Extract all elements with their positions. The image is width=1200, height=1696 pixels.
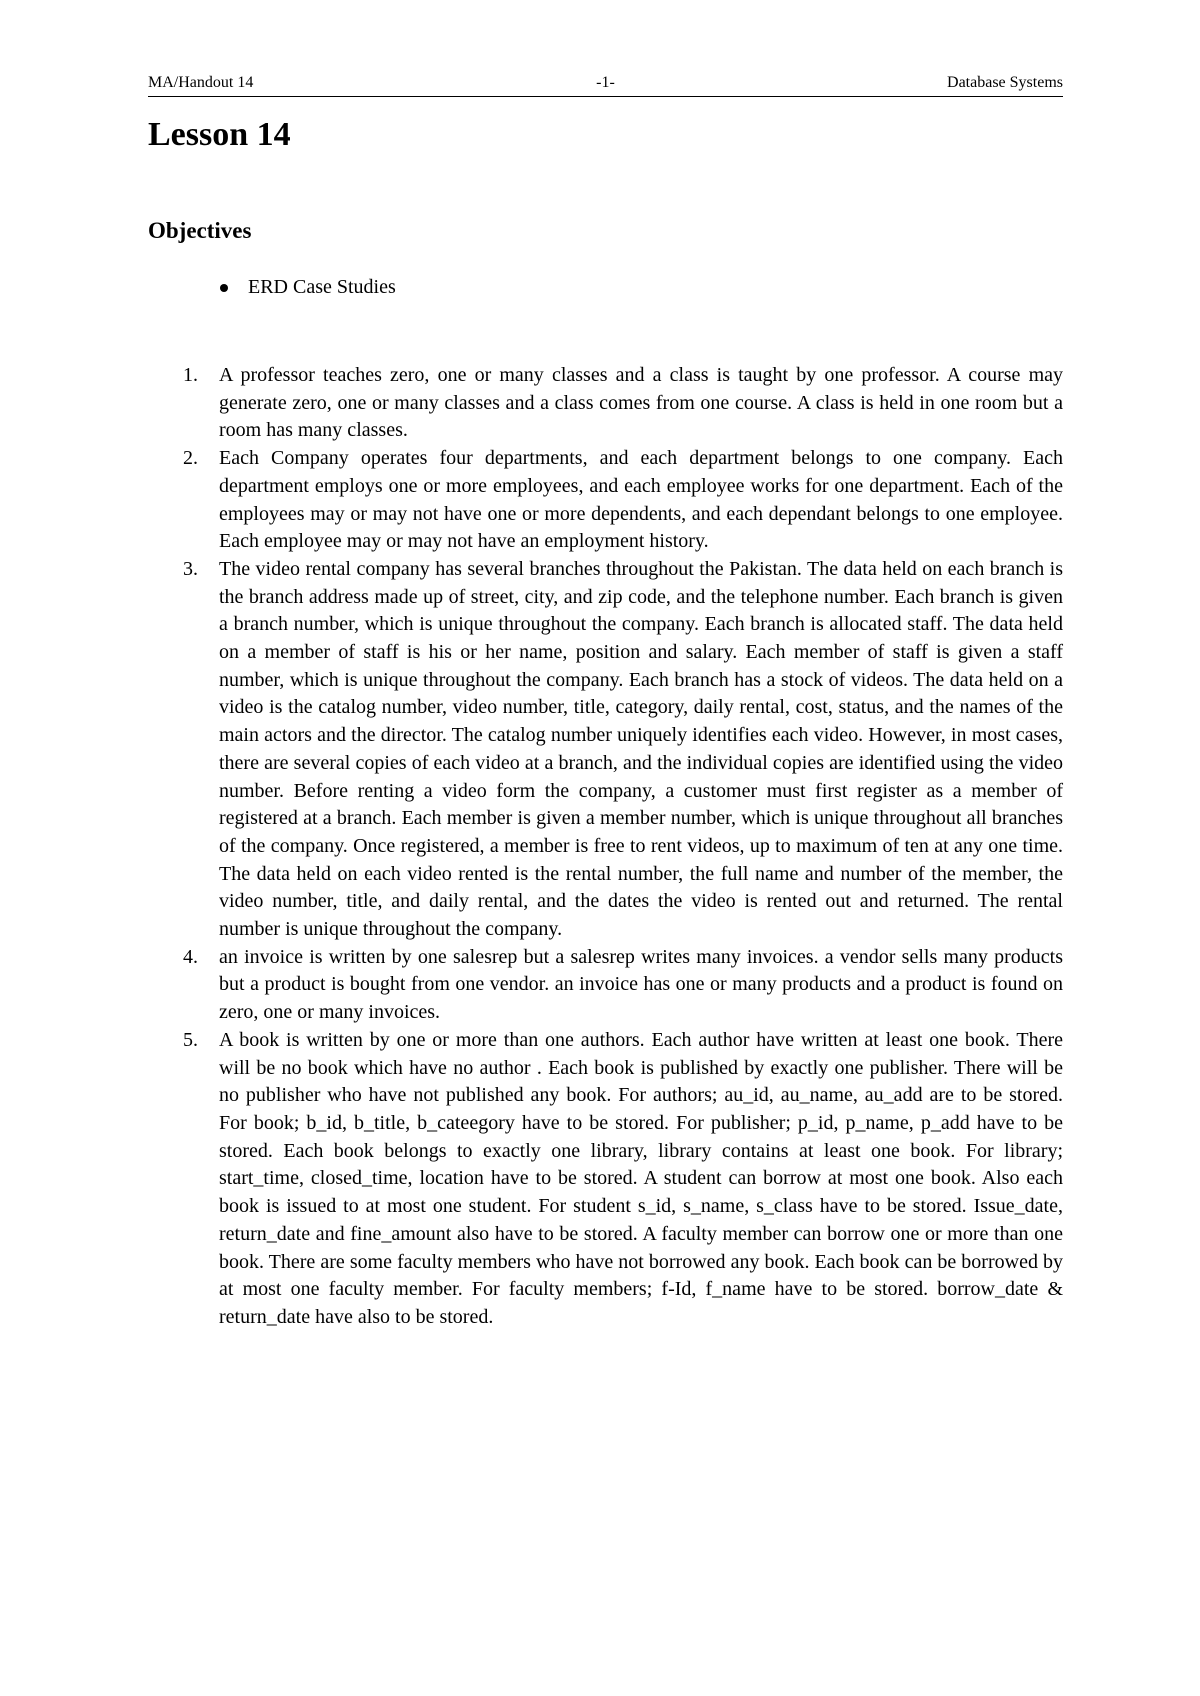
- case-study-list: [183, 362, 1063, 1332]
- case-study-number: 4.: [183, 945, 198, 968]
- header-course-title: Database Systems: [947, 74, 1063, 91]
- case-study-text: The video rental company has several branches throughout the Pakistan. The data held on each branch is the branch address made up of street, city, and zip code, and the telephone number. Each branch is given a branch number, which is unique throughout the company. Each branch is allocated staff. The data held on a member of staff is his or her name, position and salary. Each member of staff is given a staff number, which is unique throughout the company. Each branch has a stock of videos. The data held on a video is the catalog number, video number, title, category, daily rental, cost, status, and the names of the main actors and the director. The catalog number uniquely identifies each video. However, in most cases, there are several copies of each video at a branch, and the individual copies are identified using the video number. Before renting a video form the company, a customer must first register as a member of registered at a branch. Each member is given a member number, which is unique throughout all branches of the company. Once registered, a member is free to rent videos, up to maximum of ten at any one time. The data held on each video rented is the rental number, the full name and number of the member, the video number, title, and daily rental, and the dates the video is rented out and returned. The rental number is unique throughout the company.: [219, 557, 1063, 941]
- case-study-item: [183, 556, 1063, 944]
- bullet-icon: [220, 284, 228, 292]
- header-page-number: -1-: [596, 74, 615, 91]
- case-study-text: A professor teaches zero, one or many classes and a class is taught by one professor. A course may generate zero, one or many classes and a class comes from one course. A class is held in one room but a room has many classes.: [219, 364, 1063, 442]
- case-study-number: 2.: [183, 447, 198, 470]
- objective-item: [218, 275, 396, 299]
- case-study-text: an invoice is written by one salesrep but a salesrep writes many invoices. a vendor sells many products but a product is bought from one vendor. an invoice has one or many products and a product is found on zero, one or many invoices.: [219, 945, 1063, 1024]
- case-study-number: 3.: [183, 557, 198, 580]
- lesson-title: Lesson 14: [148, 116, 291, 153]
- case-study-item: [183, 944, 1063, 1027]
- case-study-number: 1.: [183, 364, 198, 386]
- case-study-item: [183, 1027, 1063, 1332]
- case-study-item: [183, 362, 1063, 445]
- case-study-text: Each Company operates four departments, and each department belongs to one company. Each department employs one or more employees, and each employee works for one department. Each of the employees may or may not have one or more dependents, and each dependant belongs to one employee. Each employee may or may not have an employment history.: [219, 447, 1063, 553]
- objectives-list: [218, 275, 396, 299]
- objectives-heading: Objectives: [148, 218, 252, 243]
- case-study-number: 5.: [183, 1028, 198, 1051]
- case-study-text: A book is written by one or more than one authors. Each author have written at least one book. There will be no book which have no author . Each book is published by exactly one publisher. There will be no publisher who have not published any book. For authors; au_id, au_name, au_add are to be stored. For book; b_id, b_title, b_cateegory have to be stored. For publisher; p_id, p_name, p_add have to be stored. Each book belongs to exactly one library, library contains at least one book. For library; start_time, closed_time, location have to be stored. A student can borrow at most one book. Also each book is issued to at most one student. For student s_id, s_name, s_class have to be stored. Issue_date, return_date and fine_amount also have to be stored. A faculty member can borrow one or more than one book. There are some faculty members who have not borrowed any book. Each book can be borrowed by at most one faculty member. For faculty members; f-Id, f_name have to be stored. borrow_date & return_date have also to be stored.: [219, 1028, 1063, 1328]
- header-course-code: MA/Handout 14: [148, 74, 254, 91]
- case-study-item: [183, 445, 1063, 556]
- objective-text: ERD Case Studies: [248, 276, 396, 298]
- page-header: [148, 72, 1063, 97]
